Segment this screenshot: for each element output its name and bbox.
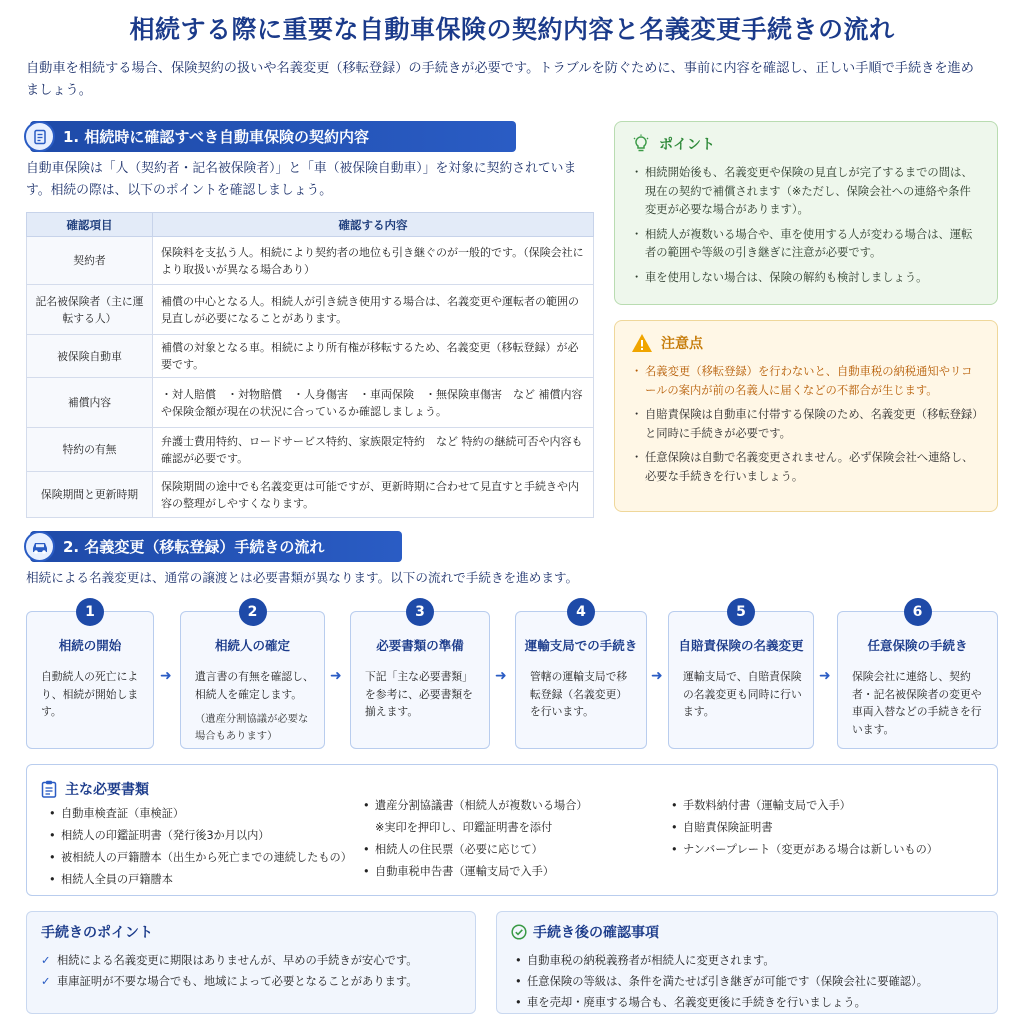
step-number: 1 xyxy=(76,598,104,626)
table-header-item: 確認項目 xyxy=(27,213,153,237)
step-title: 運輸支局での手続き xyxy=(524,638,638,653)
after-procedure-panel xyxy=(496,911,998,1014)
table-row xyxy=(27,378,594,428)
step-title: 自賠責保険の名義変更 xyxy=(678,638,804,653)
caution-panel xyxy=(614,320,998,512)
list-item: • 手数料納付書（運輸支局で入手） xyxy=(671,795,991,817)
arrow-right-icon: ➜ xyxy=(651,668,663,684)
step-number: 4 xyxy=(567,598,595,626)
list-item: • 相続人全員の戸籍謄本 xyxy=(49,869,369,891)
list-item: ・ 任意保険は自動で名義変更されません。必ず保険会社へ連絡し、必要な手続きを行いましょう。 xyxy=(631,449,981,486)
step-title: 相続人の確定 xyxy=(214,638,290,653)
row-item: 保険期間と更新時期 xyxy=(27,472,153,518)
table-row xyxy=(27,237,594,285)
list-item: • 任意保険の等級は、条件を満たせば引き継ぎが可能です（保険会社に要確認）。 xyxy=(511,971,983,992)
arrow-right-icon: ➜ xyxy=(160,668,172,684)
list-item: • 相続人の印鑑証明書（発行後3か月以内） xyxy=(49,825,369,847)
lightbulb-icon xyxy=(631,134,651,154)
table-row xyxy=(27,285,594,335)
table-row xyxy=(27,428,594,472)
list-item: • 自動車税申告書（運輸支局で入手） xyxy=(363,861,663,883)
row-item: 特約の有無 xyxy=(27,428,153,472)
list-item: ✓ 車庫証明が不要な場合でも、地域によって必要となることがあります。 xyxy=(41,971,461,992)
arrow-right-icon: ➜ xyxy=(330,668,342,684)
row-content: 補償の対象となる車。相続により所有権が移転するため、名義変更（移転登録）が必要です。 xyxy=(153,335,594,378)
step-number: 5 xyxy=(727,598,755,626)
list-item: • 自動車税の納税義務者が相続人に変更されます。 xyxy=(511,950,983,971)
list-item: ✓ 相続による名義変更に期限はありませんが、早めの手続きが安心です。 xyxy=(41,950,461,971)
list-item: • 被相続人の戸籍謄本（出生から死亡までの連続したもの） xyxy=(49,847,369,869)
step-card xyxy=(668,604,814,749)
list-item: • 車を売却・廃車する場合も、名義変更後に手続きを行いましょう。 xyxy=(511,992,983,1013)
warning-icon xyxy=(631,333,653,353)
documents-heading: 主な必要書類 xyxy=(65,782,149,798)
procedure-tips-panel xyxy=(26,911,476,1014)
step-note: （遺産分割協議が必要な場合もあります） xyxy=(195,713,309,742)
row-content: 保険期間の途中でも名義変更は可能ですが、更新時期に合わせて見直すと手続きや内容の整理がしやすくなります。 xyxy=(153,472,594,518)
section2-description: 相続による名義変更は、通常の譲渡とは必要書類が異なります。以下の流れで手続きを進めます。 xyxy=(26,570,579,585)
caution-heading: 注意点 xyxy=(661,336,703,352)
step-card xyxy=(180,604,325,749)
section1-heading: 1. 相続時に確認すべき自動車保険の契約内容 xyxy=(63,128,370,146)
step-title: 相続の開始 xyxy=(58,638,122,653)
step-body: 自動続人の死亡により、相続が開始します。 xyxy=(41,670,139,718)
list-item: ・ 相続開始後も、名義変更や保険の見直しが完了するまでの間は、現在の契約で補償されます（※ただし、保険会社への連絡や条件変更が必要な場合があります）。 xyxy=(631,164,981,220)
required-documents-panel xyxy=(26,764,998,896)
step-body: 運輸支局で、自賠責保険の名義変更も同時に行います。 xyxy=(683,670,802,718)
step-number: 3 xyxy=(406,598,434,626)
intro-text: 自動車を相続する場合、保険契約の扱いや名義変更（移転登録）の手続きが必要です。トラブルを防ぐために、事前に内容を確認し、正しい手順で手続きを進めましょう。 xyxy=(26,61,974,98)
after-heading: 手続き後の確認事項 xyxy=(533,925,659,941)
page-title: 相続する際に重要な自動車保険の契約内容と名義変更手続きの流れ xyxy=(129,15,895,44)
point-panel xyxy=(614,121,998,305)
document-icon xyxy=(24,121,55,152)
step-number: 2 xyxy=(239,598,267,626)
list-item: • 相続人の住民票（必要に応じて） xyxy=(363,839,663,861)
arrow-right-icon: ➜ xyxy=(819,668,831,684)
row-content: 弁護士費用特約、ロードサービス特約、家族限定特約 など 特約の継続可否や内容も確認が必要です。 xyxy=(153,428,594,472)
step-number: 6 xyxy=(904,598,932,626)
list-item: ・ 車を使用しない場合は、保険の解約も検討しましょう。 xyxy=(631,269,981,288)
list-item: • 遺産分割協議書（相続人が複数いる場合） xyxy=(363,795,663,817)
step-body: 管轄の運輸支局で移転登録（名義変更）を行います。 xyxy=(530,670,628,718)
row-item: 被保険自動車 xyxy=(27,335,153,378)
row-content: 補償の中心となる人。相続人が引き続き使用する場合は、名義変更や運転者の範囲の見直しが必要になることがあります。 xyxy=(153,285,594,335)
list-item: • 自賠責保険証明書 xyxy=(671,817,991,839)
check-circle-icon xyxy=(511,924,527,940)
row-item: 補償内容 xyxy=(27,378,153,428)
list-item: ・ 相続人が複数いる場合や、車を使用する人が変わる場合は、運転者の範囲や等級の引き継ぎに注意が必要です。 xyxy=(631,226,981,263)
car-icon xyxy=(24,531,55,562)
step-body: 下記「主な必要書類」を参考に、必要書類を揃えます。 xyxy=(365,670,473,718)
clipboard-icon xyxy=(41,780,57,798)
section2-heading: 2. 名義変更（移転登録）手続きの流れ xyxy=(63,538,325,556)
list-item: • ナンバープレート（変更がある場合は新しいもの） xyxy=(671,839,991,861)
step-body: 遺言書の有無を確認し、相続人を確定します。 xyxy=(195,670,314,701)
step-card xyxy=(837,604,998,749)
table-row xyxy=(27,335,594,378)
step-card xyxy=(26,604,154,749)
row-content: 保険料を支払う人。相続により契約者の地位も引き継ぐのが一般的です。（保険会社により取扱いが異なる場合あり） xyxy=(153,237,594,285)
list-item: ・ 自賠責保険は自動車に付帯する保険のため、名義変更（移転登録）と同時に手続きが必要です。 xyxy=(631,406,981,443)
arrow-right-icon: ➜ xyxy=(495,668,507,684)
table-header-content: 確認する内容 xyxy=(153,213,594,237)
list-item-note: ※実印を押印し、印鑑証明書を添付 xyxy=(375,821,553,834)
list-item: ・ 名義変更（移転登録）を行わないと、自動車税の納税通知やリコールの案内が前の名義人に届くなどの不都合が生じます。 xyxy=(631,363,981,400)
section2-heading-bar xyxy=(30,531,402,562)
tips-heading: 手続きのポイント xyxy=(41,925,153,941)
table-row xyxy=(27,472,594,518)
row-content: ・対人賠償 ・対物賠償 ・人身傷害 ・車両保険 ・無保険車傷害 など 補償内容や保険金額が現在の状況に合っているか確認しましょう。 xyxy=(153,378,594,428)
section1-heading-bar xyxy=(30,121,516,152)
step-card xyxy=(350,604,490,749)
contract-table xyxy=(26,212,594,518)
list-item: • 自動車検査証（車検証） xyxy=(49,803,369,825)
step-body: 保険会社に連絡し、契約者・記名被保険者の変更や車両入替などの手続きを行います。 xyxy=(852,670,982,736)
point-heading: ポイント xyxy=(659,137,715,153)
step-title: 任意保険の手続き xyxy=(867,638,968,653)
row-item: 記名被保険者（主に運転する人） xyxy=(27,285,153,335)
section1-description: 自動車保険は「人（契約者・記名被保険者）」と「車（被保険自動車）」を対象に契約されています。相続の際は、以下のポイントを確認しましょう。 xyxy=(26,161,577,198)
row-item: 契約者 xyxy=(27,237,153,285)
step-card xyxy=(515,604,647,749)
step-title: 必要書類の準備 xyxy=(376,638,464,653)
